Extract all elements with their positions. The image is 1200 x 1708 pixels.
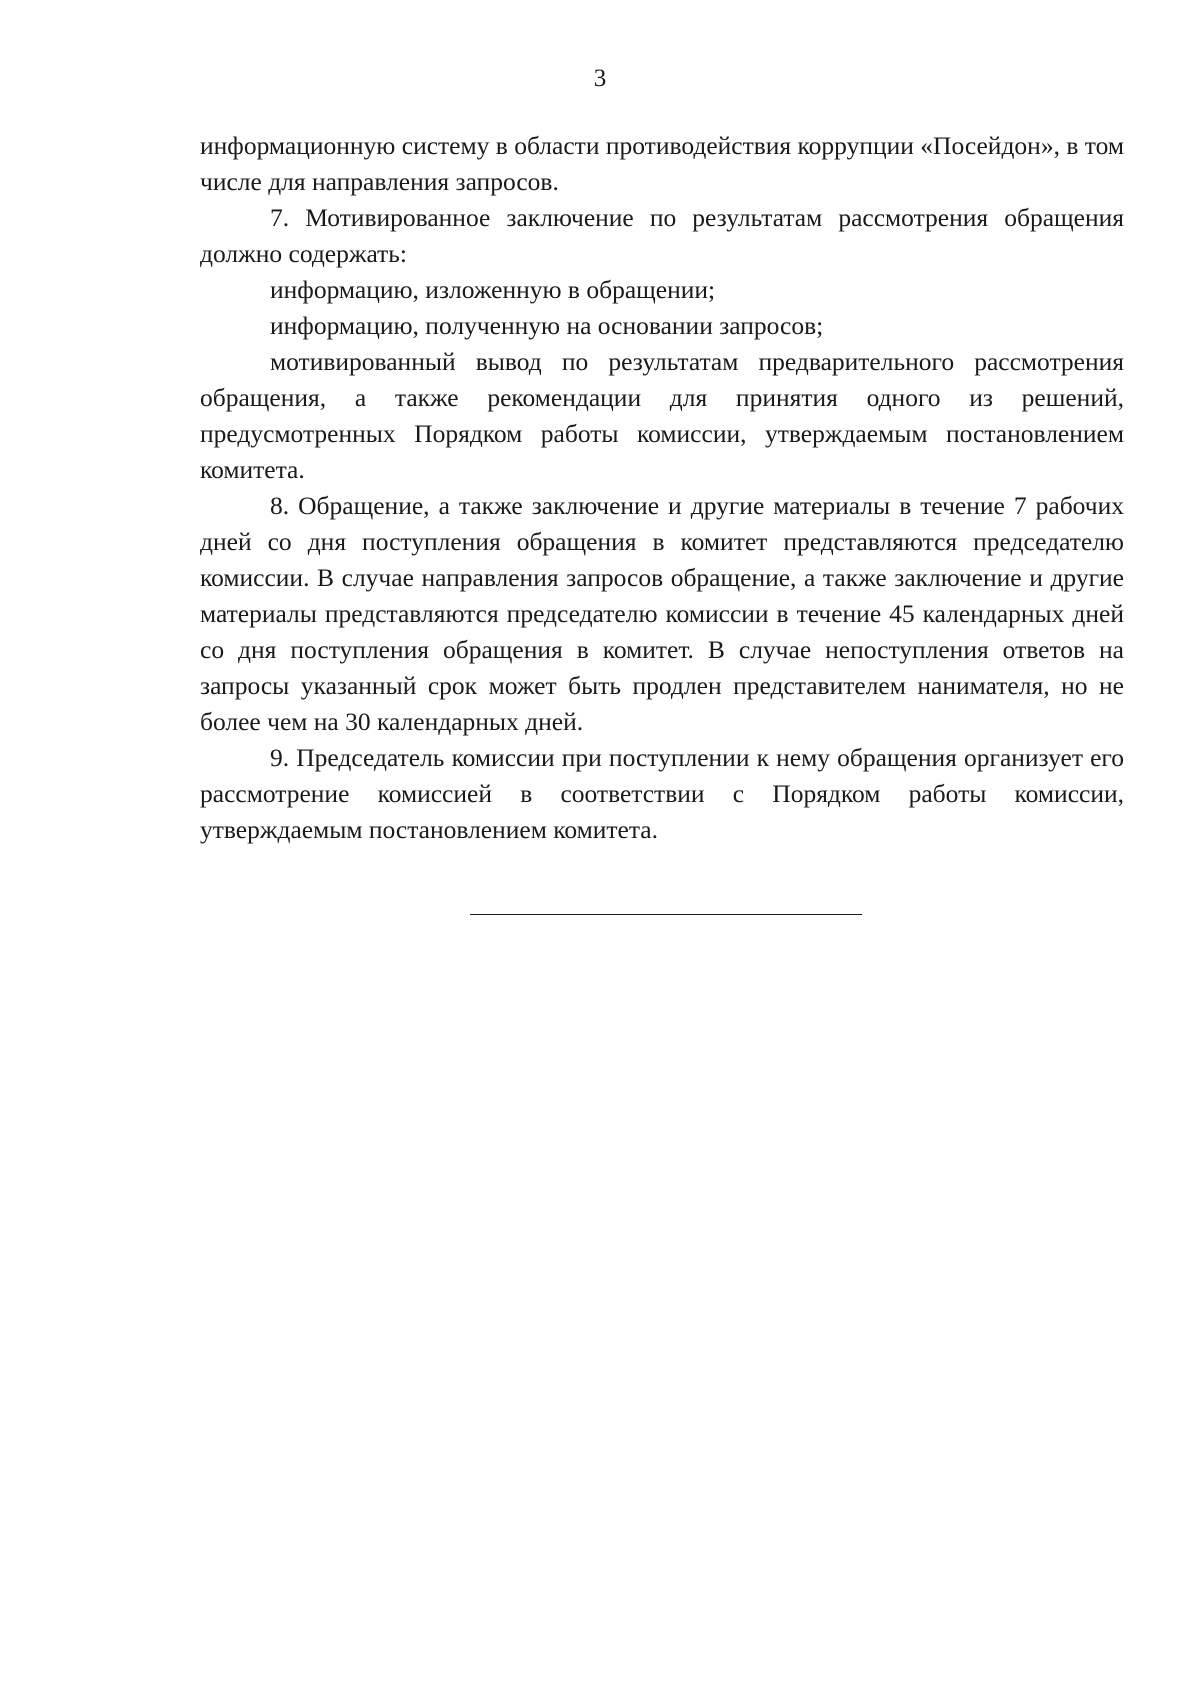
paragraph-continuation: информационную систему в области противодействия коррупции «Посейдон», в том числе для направления запросов. [200, 131, 1124, 196]
document-body [200, 128, 1124, 848]
list-item-reasoned-conclusion: мотивированный вывод по результатам предварительного рассмотрения обращения, а также рекомендации для принятия одного из решений, предусмотренных Порядком работы комиссии, утверждаемым постановлением комитета. [200, 347, 1124, 484]
paragraph-item-9: 9. Председатель комиссии при поступлении к нему обращения организует его рассмотрение комиссией в соответствии с Порядком работы комиссии, утверждаемым постановлением комитета. [200, 743, 1124, 844]
page-number: 3 [593, 65, 607, 92]
list-item-info-from-requests: информацию, полученную на основании запросов; [270, 311, 824, 340]
paragraph-item-8: 8. Обращение, а также заключение и другие материалы в течение 7 рабочих дней со дня поступления обращения в комитет представляются председателю комиссии. В случае направления запросов обращение, а также заключение и другие материалы представляются председателю комиссии в течение 45 календарных дней со дня поступления обращения в комитет. В случае непоступления ответов на запросы указанный срок может быть продлен представителем нанимателя, но не более чем на 30 календарных дней. [200, 491, 1124, 736]
end-of-document-rule [470, 914, 862, 915]
paragraph-item-7: 7. Мотивированное заключение по результатам рассмотрения обращения должно содержать: [200, 203, 1124, 268]
list-item-info-in-appeal: информацию, изложенную в обращении; [270, 275, 716, 304]
